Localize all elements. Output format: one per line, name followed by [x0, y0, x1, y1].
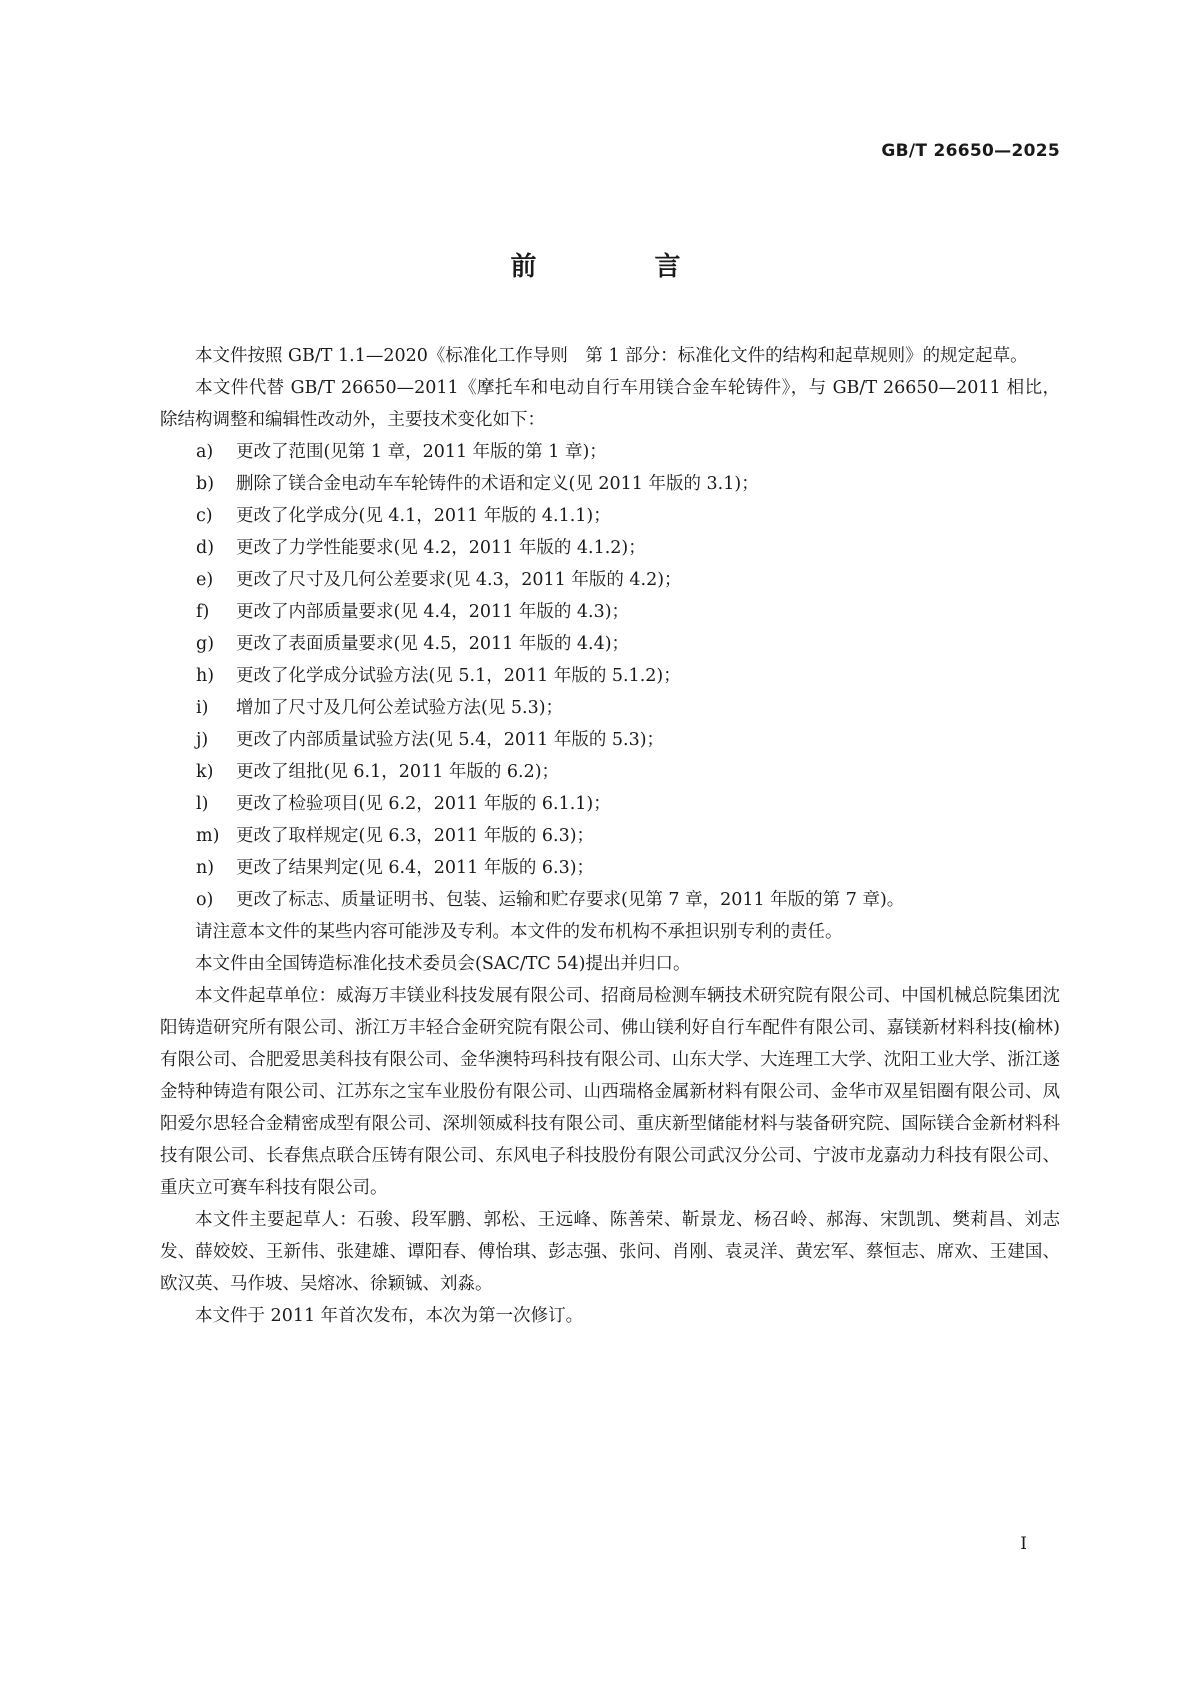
- list-item: [160, 628, 1060, 660]
- list-item-text: 更改了内部质量要求(见 4.4，2011 年版的 4.3)；: [236, 602, 630, 622]
- list-marker: n): [196, 858, 215, 878]
- list-marker: j): [196, 730, 209, 750]
- list-item-text: 更改了标志、质量证明书、包装、运输和贮存要求(见第 7 章，2011 年版的第 7 章)。: [236, 890, 905, 910]
- paragraph-drafting-units: 本文件起草单位：威海万丰镁业科技发展有限公司、招商局检测车辆技术研究院有限公司、中国机械总院集团沈阳铸造研究所有限公司、浙江万丰轻合金研究院有限公司、佛山镁利好自行车配件有限公司、嘉镁新材料科技(榆林)有限公司、合肥爱思美科技有限公司、金华澳特玛科技有限公司、山东大学、大连理工大学、沈阳工业大学、浙江遂金特种铸造有限公司、江苏东之宝车业股份有限公司、山西瑞格金属新材料有限公司、金华市双星铝圈有限公司、凤阳爱尔思轻合金精密成型有限公司、深圳领威科技有限公司、重庆新型储能材料与装备研究院、国际镁合金新材料科技有限公司、长春焦点联合压铸有限公司、东风电子科技股份有限公司武汉分公司、宁波市龙嘉动力科技有限公司、重庆立可赛车科技有限公司。: [160, 986, 1060, 1198]
- list-item-text: 更改了力学性能要求(见 4.2，2011 年版的 4.1.2)；: [236, 538, 646, 558]
- list-item-text: 更改了表面质量要求(见 4.5，2011 年版的 4.4)；: [236, 634, 630, 654]
- list-item: [160, 852, 1060, 884]
- list-item-text: 删除了镁合金电动车车轮铸件的术语和定义(见 2011 年版的 3.1)；: [236, 474, 759, 494]
- list-item: [160, 660, 1060, 692]
- list-marker: l): [196, 794, 209, 814]
- list-item: [160, 564, 1060, 596]
- list-item: [160, 724, 1060, 756]
- list-item-text: 更改了结果判定(见 6.4，2011 年版的 6.3)；: [236, 858, 595, 878]
- list-marker: e): [196, 570, 214, 590]
- list-item-text: 更改了化学成分试验方法(见 5.1，2011 年版的 5.1.2)；: [236, 666, 681, 686]
- list-marker: d): [196, 538, 215, 558]
- standard-code: GB/T 26650—2025: [881, 141, 1060, 161]
- list-item-text: 更改了范围(见第 1 章，2011 年版的第 1 章)；: [236, 442, 607, 462]
- list-item: [160, 756, 1060, 788]
- list-marker: c): [196, 506, 213, 526]
- page-title: 前 言: [510, 252, 727, 282]
- list-item-text: 更改了内部质量试验方法(见 5.4，2011 年版的 5.3)；: [236, 730, 665, 750]
- list-item: [160, 692, 1060, 724]
- list-item: [160, 500, 1060, 532]
- list-item-text: 更改了检验项目(见 6.2，2011 年版的 6.1.1)；: [236, 794, 611, 814]
- list-item-text: 更改了组批(见 6.1，2011 年版的 6.2)；: [236, 762, 560, 782]
- foreword-body: [160, 340, 1060, 1332]
- paragraph-proposer: 本文件由全国铸造标准化技术委员会(SAC/TC 54)提出并归口。: [195, 954, 691, 974]
- list-marker: o): [196, 890, 214, 910]
- list-item: [160, 532, 1060, 564]
- list-item-text: 增加了尺寸及几何公差试验方法(见 5.3)；: [236, 698, 564, 718]
- paragraph-drafting-rules: 本文件按照 GB/T 1.1—2020《标准化工作导则 第 1 部分：标准化文件的结构和起草规则》的规定起草。: [195, 346, 1028, 366]
- list-marker: b): [196, 474, 215, 494]
- list-marker: i): [196, 698, 209, 718]
- list-marker: g): [196, 634, 215, 654]
- changes-list: [160, 436, 1060, 916]
- list-marker: h): [196, 666, 215, 686]
- list-marker: a): [196, 442, 214, 462]
- list-item: [160, 436, 1060, 468]
- list-item: [160, 468, 1060, 500]
- paragraph-patent-notice: 请注意本文件的某些内容可能涉及专利。本文件的发布机构不承担识别专利的责任。: [195, 922, 843, 942]
- list-item: [160, 820, 1060, 852]
- list-item: [160, 596, 1060, 628]
- paragraph-drafters: 本文件主要起草人：石骏、段军鹏、郭松、王远峰、陈善荣、靳景龙、杨召岭、郝海、宋凯凯、樊莉昌、刘志发、薛姣姣、王新伟、张建雄、谭阳春、傅怡琪、彭志强、张问、肖刚、袁灵洋、黄宏军、蔡恒志、席欢、王建国、欧汉英、马作坡、吴熔冰、徐颖铖、刘淼。: [160, 1210, 1060, 1294]
- list-item: [160, 788, 1060, 820]
- list-marker: m): [196, 826, 220, 846]
- list-marker: k): [196, 762, 214, 782]
- list-item-text: 更改了取样规定(见 6.3，2011 年版的 6.3)；: [236, 826, 595, 846]
- list-item-text: 更改了尺寸及几何公差要求(见 4.3，2011 年版的 4.2)；: [236, 570, 682, 590]
- list-marker: f): [196, 602, 210, 622]
- paragraph-replacement: 本文件代替 GB/T 26650—2011《摩托车和电动自行车用镁合金车轮铸件》，与 GB/T 26650—2011 相比，除结构调整和编辑性改动外，主要技术变化如下：: [160, 378, 1060, 430]
- page-number: I: [1020, 1534, 1027, 1554]
- list-item-text: 更改了化学成分(见 4.1，2011 年版的 4.1.1)；: [236, 506, 611, 526]
- paragraph-history: 本文件于 2011 年首次发布，本次为第一次修订。: [195, 1306, 584, 1326]
- list-item: [160, 884, 1060, 916]
